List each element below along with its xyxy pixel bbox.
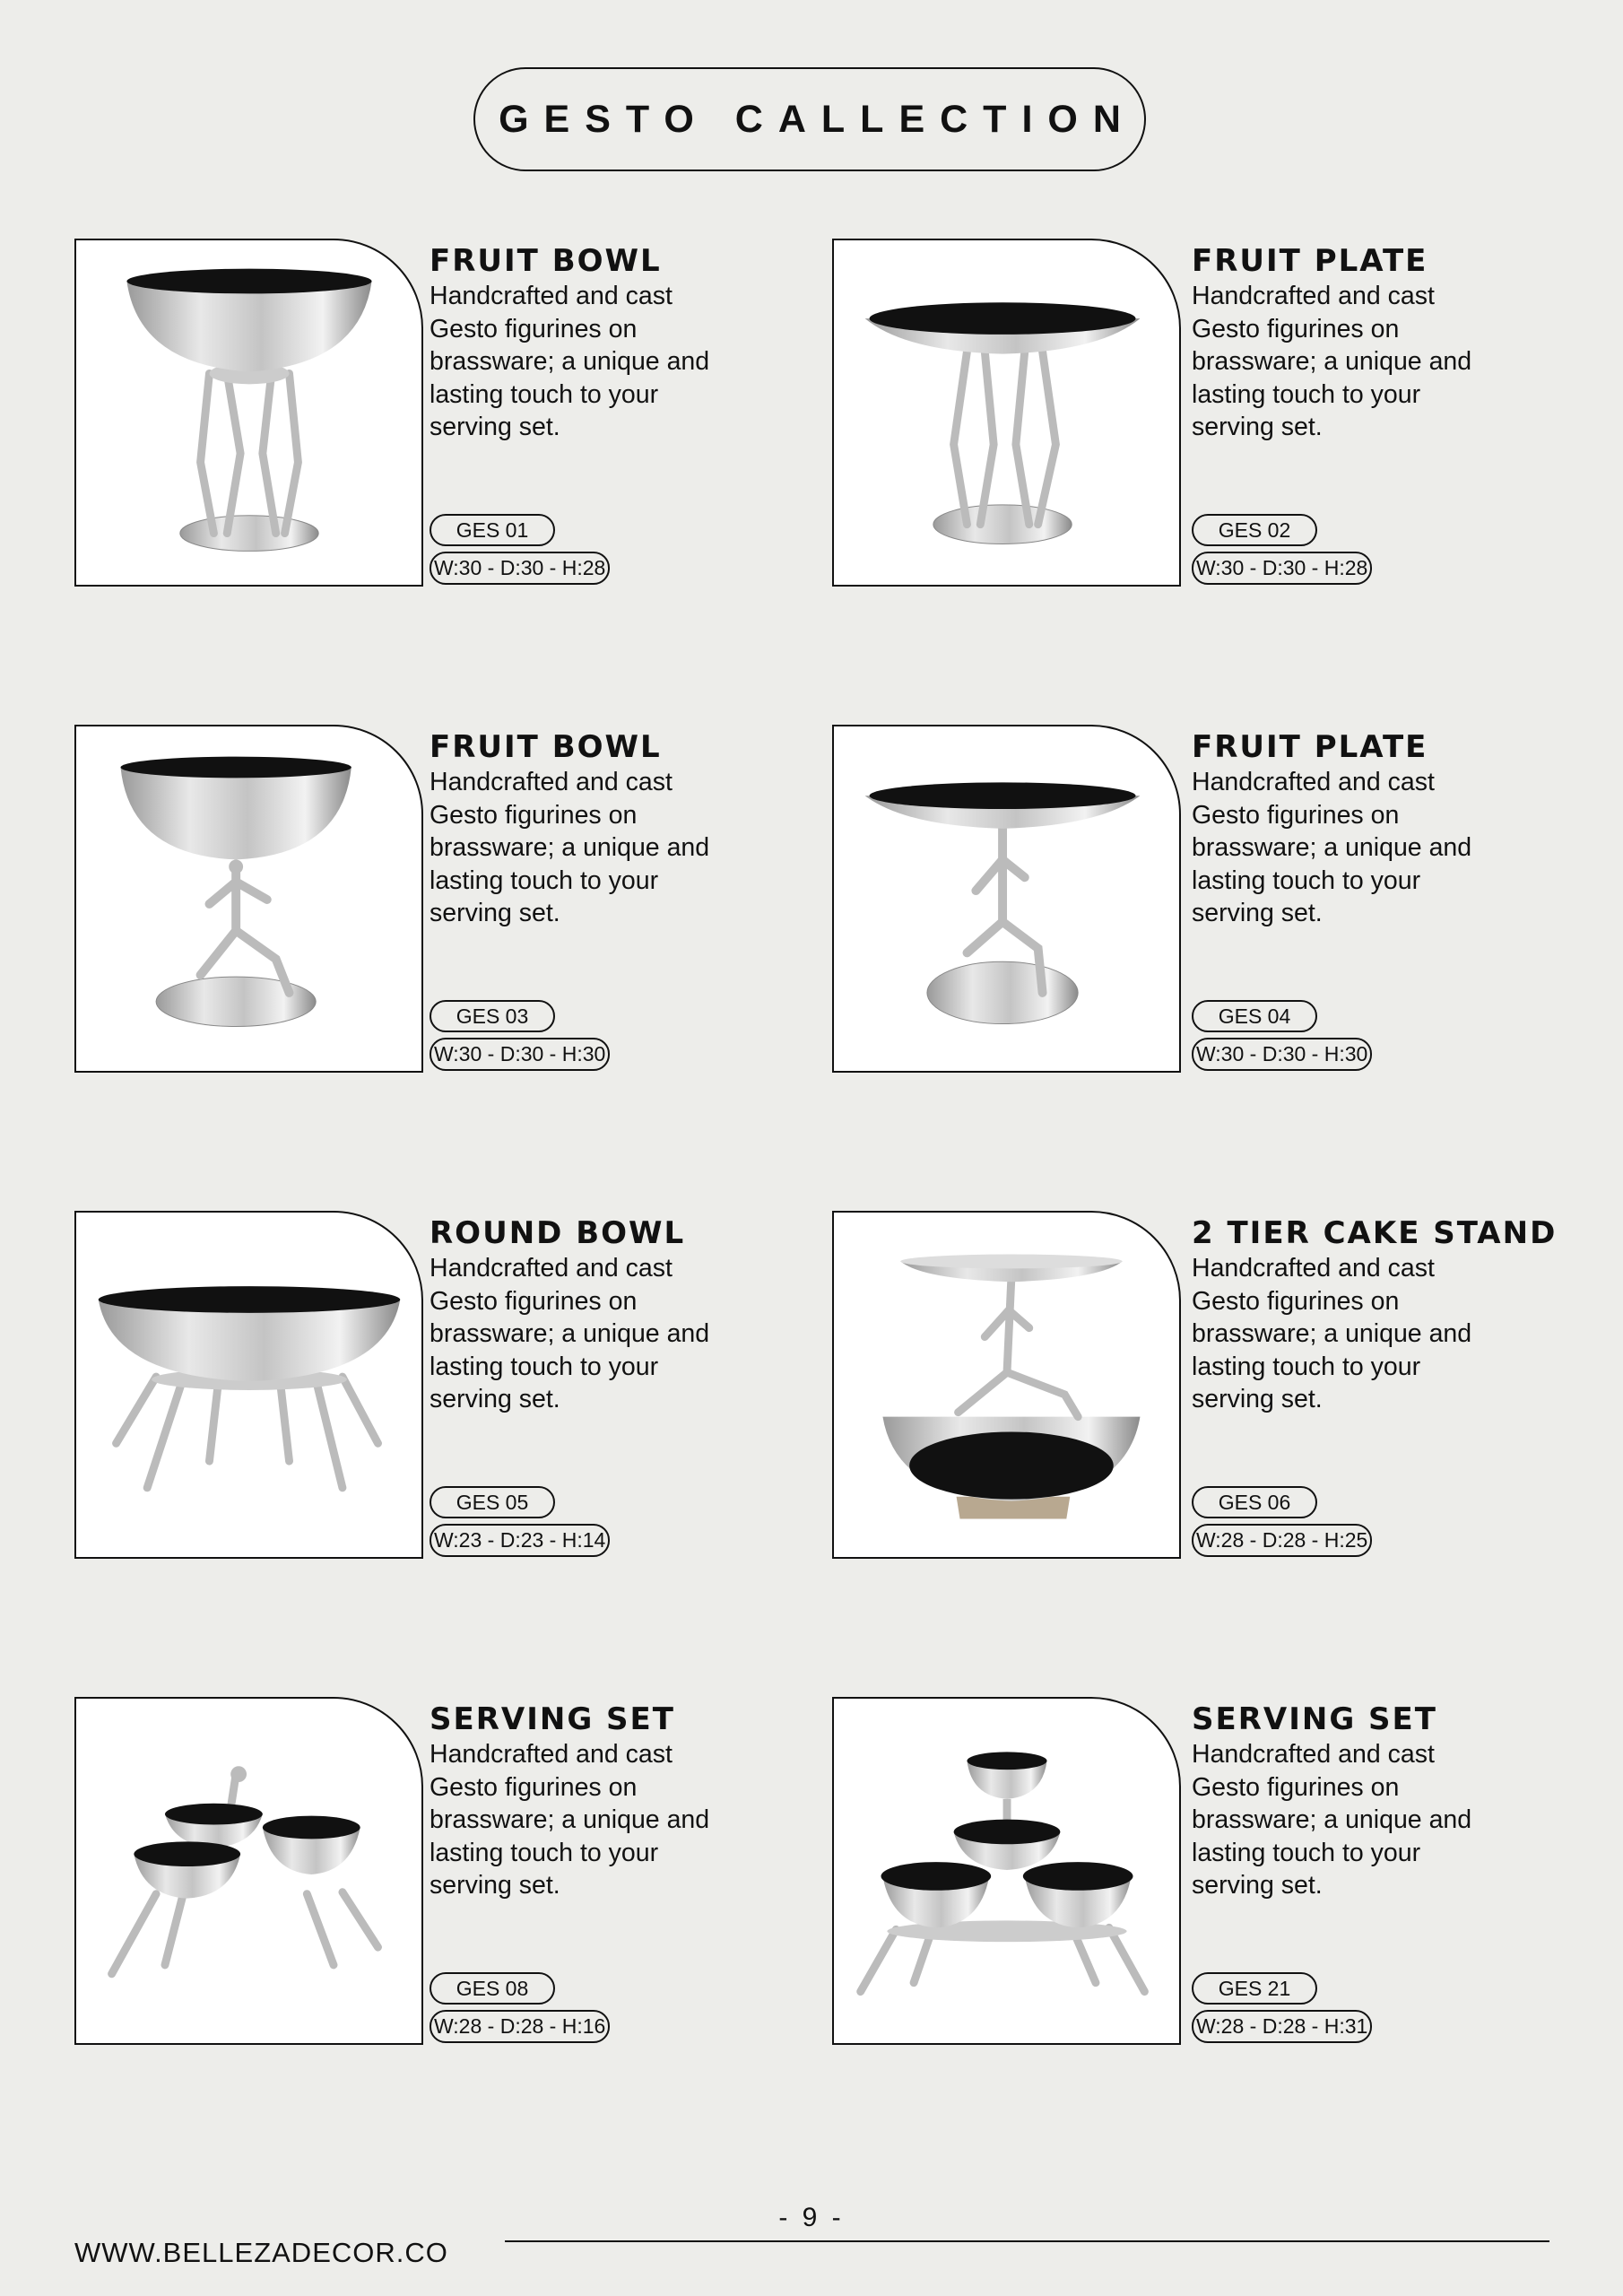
product-card [832, 239, 1567, 588]
product-name: FRUIT BOWL [430, 243, 662, 279]
product-photo [74, 1697, 423, 2045]
product-card [74, 239, 810, 588]
product-photo [832, 1697, 1181, 2045]
product-photo [832, 239, 1181, 587]
product-card [74, 725, 810, 1074]
product-photo [74, 725, 423, 1073]
product-description: Handcrafted and cast Gesto figurines on brassware; a unique and lasting touch to your serving set. [430, 282, 710, 441]
product-description: Handcrafted and cast Gesto figurines on brassware; a unique and lasting touch to your serving set. [1192, 282, 1472, 441]
product-card [74, 1211, 810, 1561]
product-dimensions-badge: W:23 - D:23 - H:14 [430, 1524, 610, 1557]
product-card [74, 1697, 810, 2047]
product-card [832, 1211, 1567, 1561]
product-name: FRUIT PLATE [1192, 243, 1428, 279]
product-code-badge: GES 03 [430, 1000, 555, 1032]
product-code-badge: GES 05 [430, 1486, 555, 1518]
product-description: Handcrafted and cast Gesto figurines on brassware; a unique and lasting touch to your serving set. [430, 1254, 710, 1413]
product-photo [74, 1211, 423, 1559]
product-name: SERVING SET [430, 1701, 675, 1737]
footer-divider [505, 2240, 1549, 2242]
website-url[interactable]: WWW.BELLEZADECOR.CO [74, 2237, 448, 2268]
product-name: FRUIT PLATE [1192, 729, 1428, 765]
product-description: Handcrafted and cast Gesto figurines on brassware; a unique and lasting touch to your serving set. [1192, 1254, 1472, 1413]
product-dimensions-badge: W:28 - D:28 - H:31 [1192, 2010, 1372, 2043]
product-code-badge: GES 01 [430, 514, 555, 546]
product-name: 2 TIER CAKE STAND [1192, 1215, 1558, 1251]
product-dimensions-badge: W:30 - D:30 - H:30 [430, 1038, 610, 1071]
product-code-badge: GES 21 [1192, 1972, 1317, 2005]
product-photo [832, 725, 1181, 1073]
product-name: SERVING SET [1192, 1701, 1437, 1737]
product-dimensions-badge: W:30 - D:30 - H:28 [430, 552, 610, 585]
collection-title: GESTO CALLECTION [473, 67, 1146, 171]
product-dimensions-badge: W:30 - D:30 - H:28 [1192, 552, 1372, 585]
product-photo [74, 239, 423, 587]
product-code-badge: GES 06 [1192, 1486, 1317, 1518]
product-description: Handcrafted and cast Gesto figurines on brassware; a unique and lasting touch to your serving set. [1192, 1740, 1472, 1900]
product-dimensions-badge: W:28 - D:28 - H:25 [1192, 1524, 1372, 1557]
page-number: - 9 - [778, 2203, 845, 2232]
product-name: FRUIT BOWL [430, 729, 662, 765]
product-dimensions-badge: W:30 - D:30 - H:30 [1192, 1038, 1372, 1071]
product-card [832, 1697, 1567, 2047]
product-photo [832, 1211, 1181, 1559]
product-dimensions-badge: W:28 - D:28 - H:16 [430, 2010, 610, 2043]
product-card [832, 725, 1567, 1074]
product-code-badge: GES 08 [430, 1972, 555, 2005]
product-code-badge: GES 04 [1192, 1000, 1317, 1032]
product-description: Handcrafted and cast Gesto figurines on brassware; a unique and lasting touch to your serving set. [430, 1740, 710, 1900]
product-name: ROUND BOWL [430, 1215, 686, 1251]
product-code-badge: GES 02 [1192, 514, 1317, 546]
product-description: Handcrafted and cast Gesto figurines on brassware; a unique and lasting touch to your serving set. [430, 768, 710, 927]
product-description: Handcrafted and cast Gesto figurines on brassware; a unique and lasting touch to your serving set. [1192, 768, 1472, 927]
